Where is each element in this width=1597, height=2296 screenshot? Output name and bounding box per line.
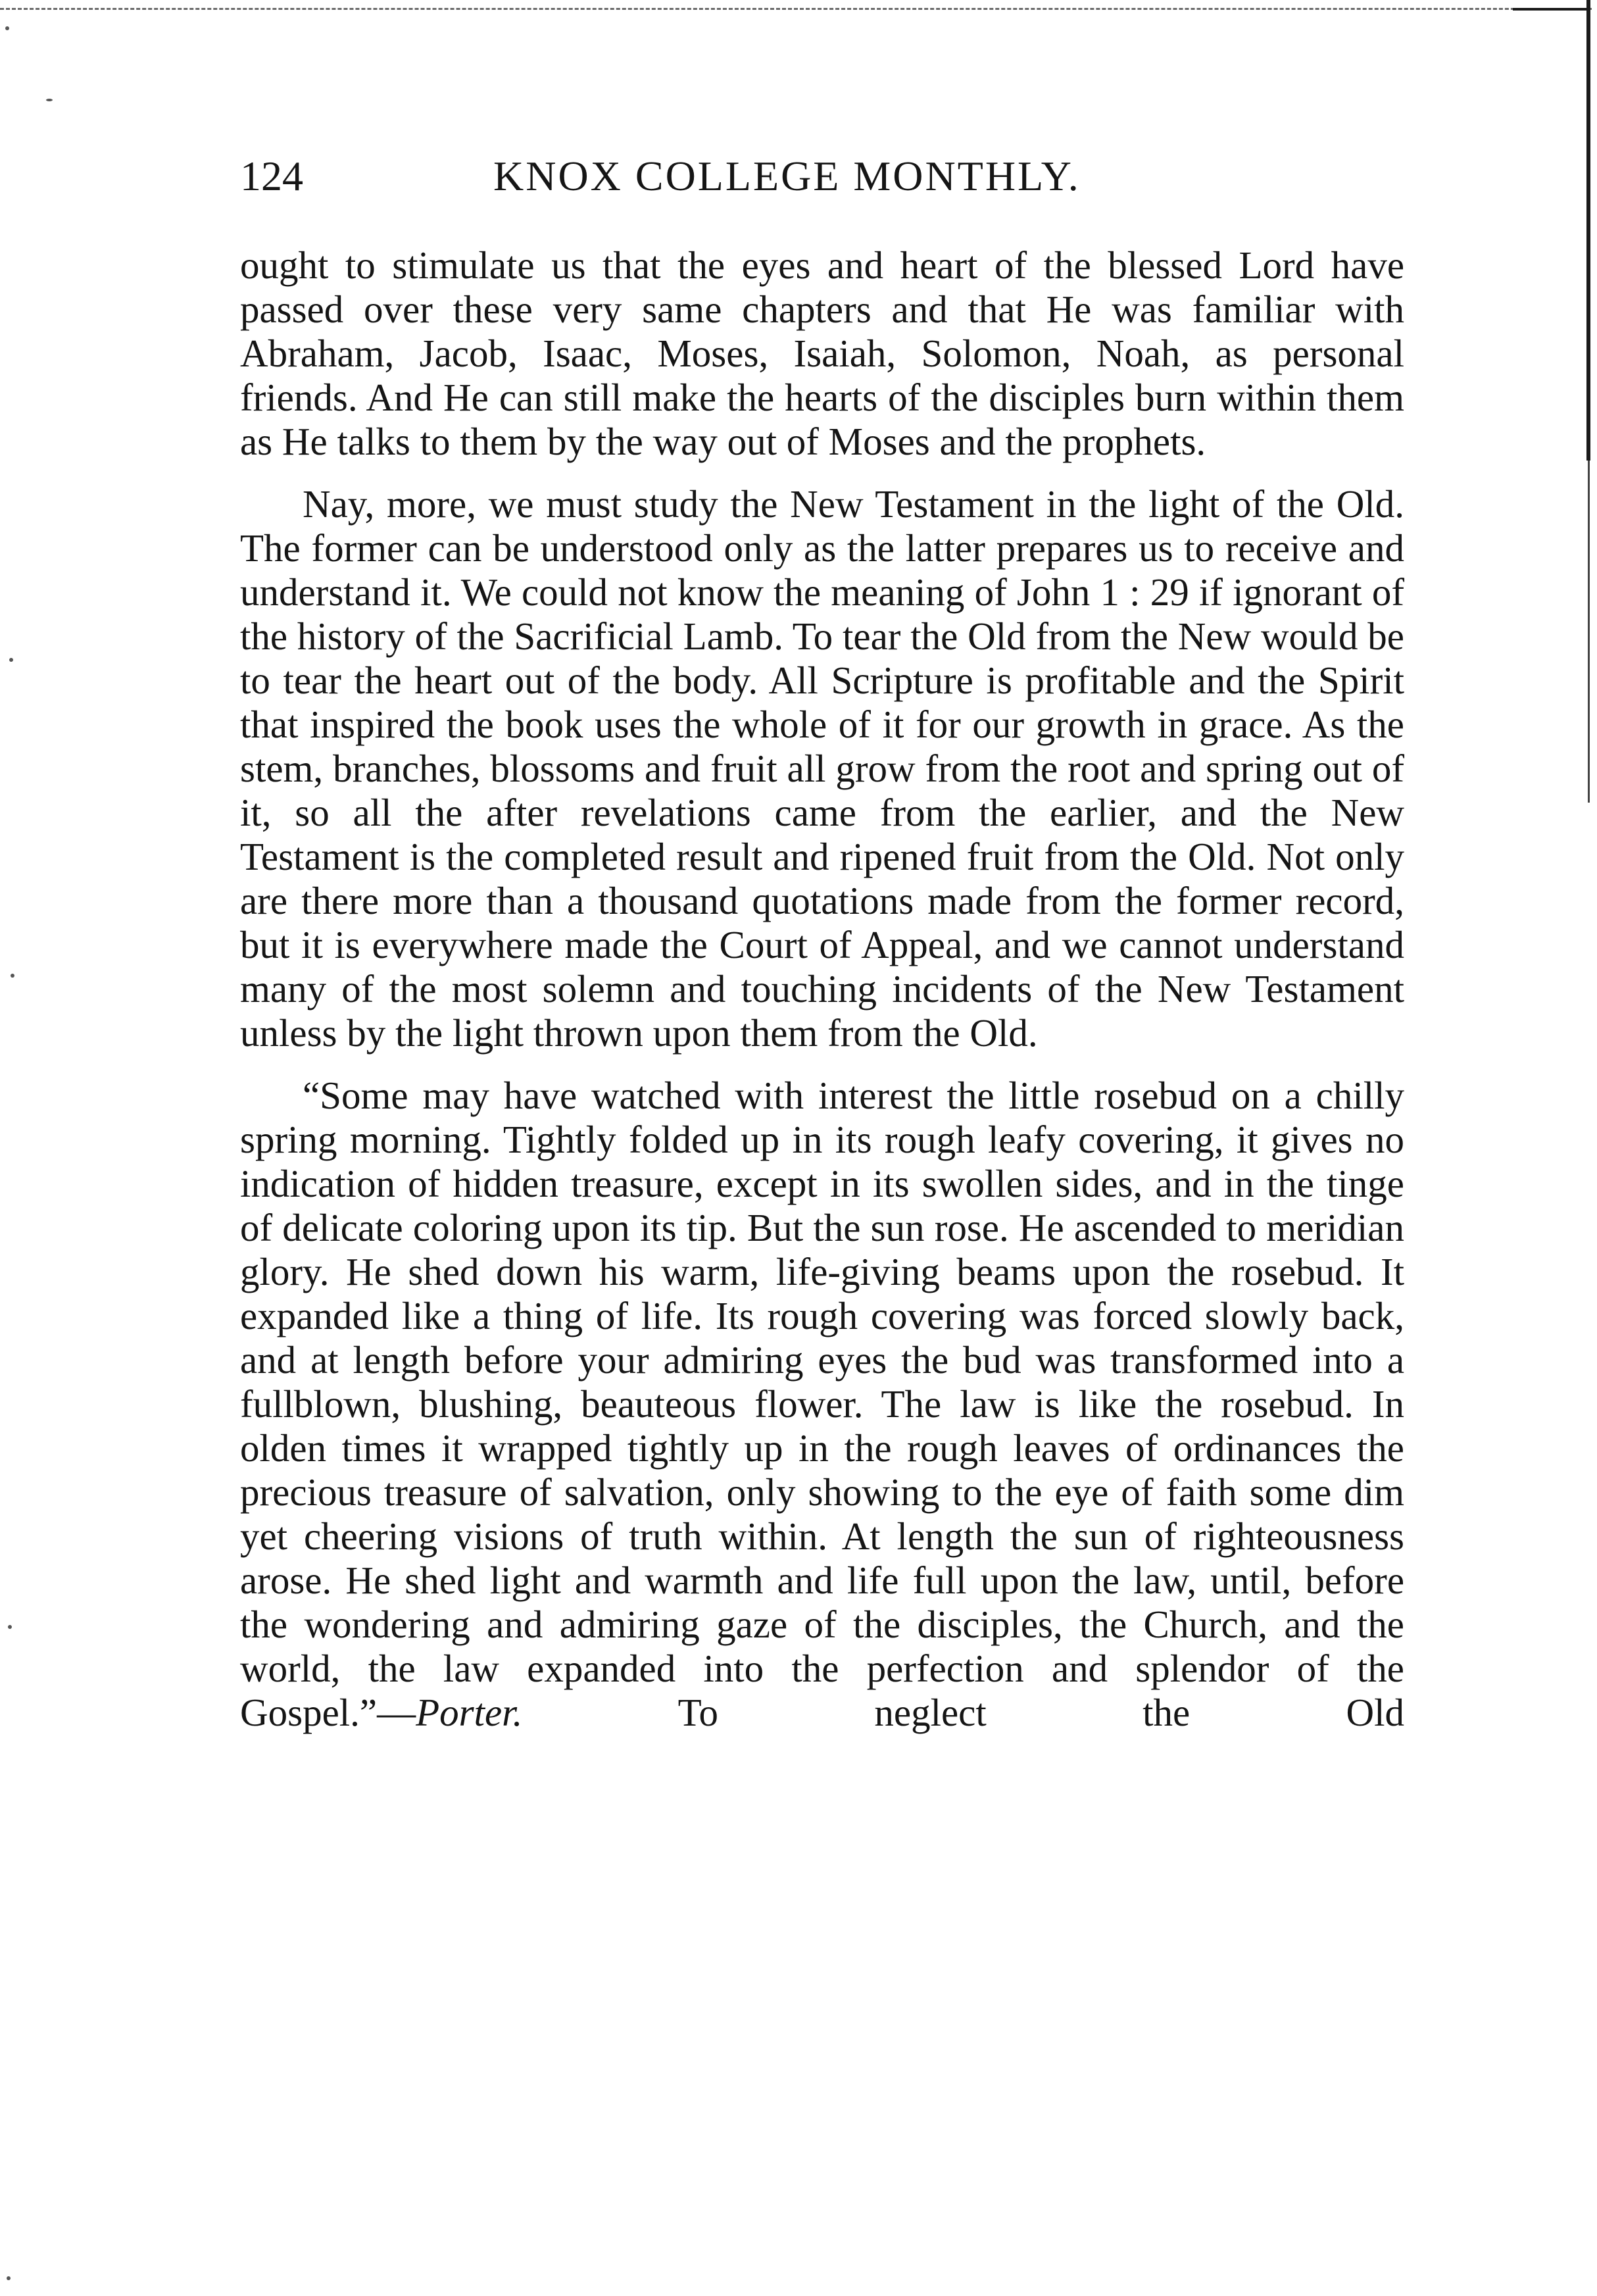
paragraph: Nay, more, we must study the New Testament in the light of the Old. The former can be understood only as the latter prepares us to receive and understand it. We could not know the meaning of John 1 : 29 if ignorant of the history of the Sacrificial Lamb. To tear the Old from the New would be to tear the heart out of the body. All Scripture is profitable and the Spirit that inspired the book uses the whole of it for our growth in grace. As the stem, branches, blossoms and fruit all grow from the root and spring out of it, so all the after revelations came from the earlier, and the New Testament is the completed result and ripened fruit from the Old. Not only are there more than a thousand quotations made from the former record, but it is everywhere made the Court of Appeal, and we cannot understand many of the most solemn and touching incidents of the New Testament unless by the light thrown upon them from the Old. [240, 482, 1404, 1055]
scan-speck [5, 26, 9, 30]
quotation-text: “Some may have watched with interest the little rosebud on a chilly spring morning. Tightly folded up in its rough leafy covering, it gives no indication of hidden treasure, except in its swollen sides, and in the tinge of delicate coloring upon its tip. But the sun rose. He ascended to meridian glory. He shed down his warm, life-giving beams upon the rosebud. It expanded like a thing of life. Its rough covering was forced slowly back, and at length before your admiring eyes the bud was transformed into a fullblown, blushing, beauteous flower. The law is like the rosebud. In olden times it wrapped tightly up in the rough leaves of ordinances the precious treasure of salvation, only showing to the eye of faith some dim yet cheering visions of truth within. At length the sun of righteousness arose. He shed light and warmth and life full upon the law, until, before the wondering and admiring gaze of the disciples, the Church, and the world, the law expanded into the perfection and splendor of the Gospel.”— [240, 1074, 1404, 1734]
scan-speck [9, 658, 13, 662]
paragraph-continuation: To neglect the Old [522, 1691, 1404, 1734]
scan-speck [7, 2276, 11, 2280]
scan-edge-rule-right [1586, 0, 1590, 461]
scan-edge-rule [0, 8, 1592, 10]
running-header [240, 150, 1398, 203]
paragraph: ought to stimulate us that the eyes and heart of the blessed Lord have passed over these very same chapters and that He was familiar with Abraham, Jacob, Isaac, Moses, Isaiah, Solomon, Noah, as personal friends. And He can still make the hearts of the disciples burn within them as He talks to them by the way out of Moses and the prophets. [240, 243, 1404, 463]
running-title: KNOX COLLEGE MONTHLY. [493, 153, 1081, 199]
scan-speck [11, 974, 14, 978]
page-number: 124 [240, 153, 303, 199]
scan-edge-rule-right-lower [1588, 461, 1590, 803]
scan-speck [8, 1625, 12, 1629]
scan-speck [46, 99, 53, 101]
paragraph [240, 1074, 1404, 1735]
citation: Porter. [416, 1691, 523, 1734]
body-text [240, 243, 1404, 1735]
scan-edge-mark [1513, 8, 1589, 11]
